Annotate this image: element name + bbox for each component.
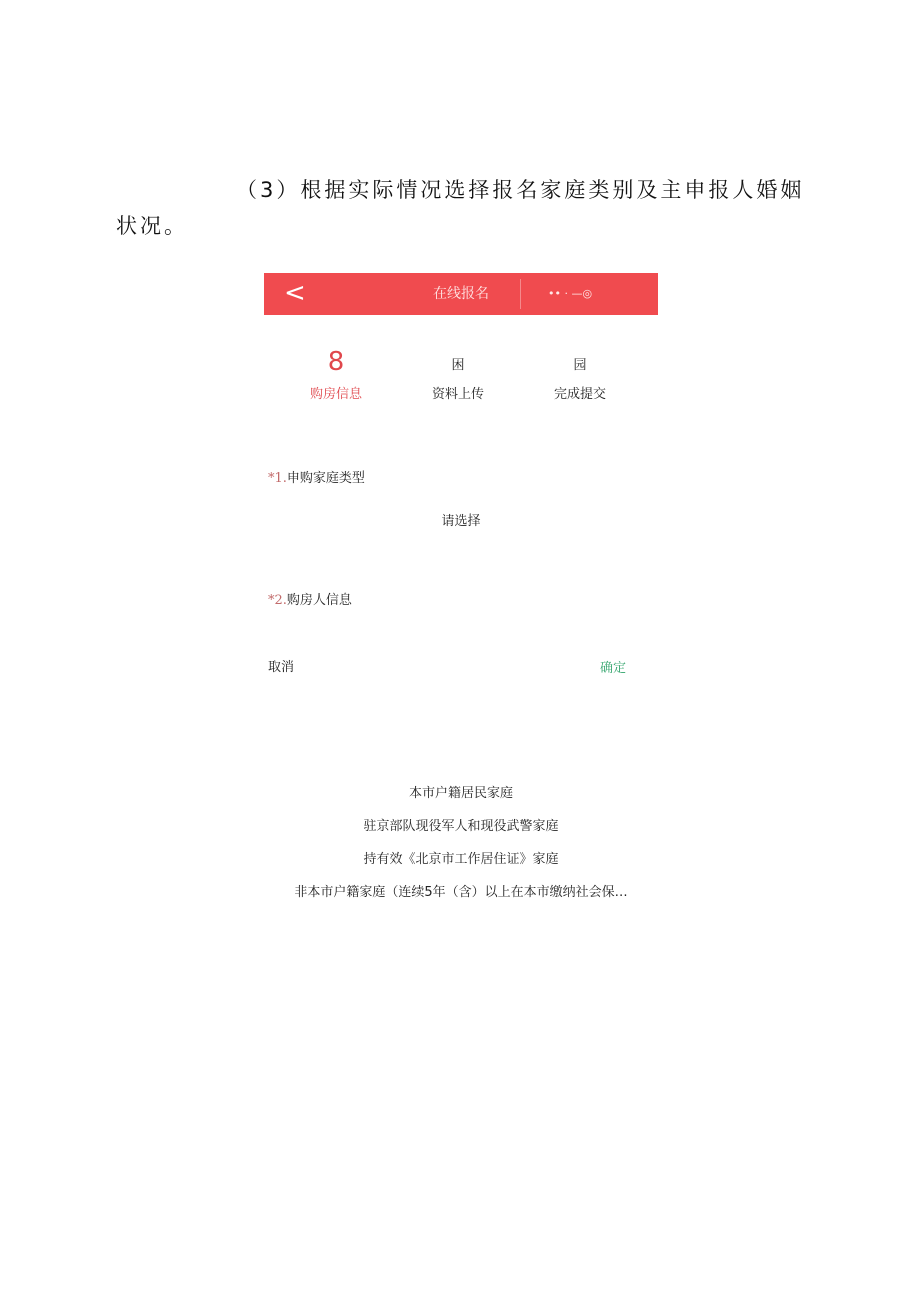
- field-family-type-text: 申购家庭类型: [286, 471, 365, 486]
- field-buyer-info-text: 购房人信息: [286, 593, 352, 608]
- picker-option[interactable]: 本市户籍居民家庭: [408, 786, 513, 801]
- step-purchase-info: [286, 347, 386, 402]
- step-upload-docs-label: 资料上传: [431, 387, 484, 402]
- field-family-type-label: [268, 467, 365, 486]
- required-marker: *1.: [268, 471, 287, 486]
- step-submit-label: 完成提交: [553, 387, 606, 402]
- cancel-button[interactable]: 取消: [268, 660, 295, 675]
- step-submit: [530, 355, 630, 402]
- more-menu-icon[interactable]: •• · —◎: [548, 287, 593, 300]
- step-purchase-info-icon: 8: [327, 347, 345, 377]
- picker-option[interactable]: 非本市户籍家庭（连续5年（含）以上在本市缴纳社会保…: [294, 885, 628, 900]
- picker-option[interactable]: 持有效《北京市工作居住证》家庭: [363, 852, 559, 867]
- step-submit-icon: 园: [573, 358, 587, 373]
- required-marker: *2.: [268, 593, 287, 608]
- back-arrow-icon[interactable]: <: [284, 278, 306, 308]
- picker-options: [264, 785, 658, 917]
- nav-bar: [264, 273, 658, 315]
- picker-option[interactable]: 驻京部队现役军人和现役武警家庭: [363, 819, 559, 834]
- step-upload-docs-icon: 困: [451, 358, 465, 373]
- step-upload-docs: [408, 355, 508, 402]
- field-buyer-info-label: [268, 589, 352, 608]
- nav-divider: [520, 279, 521, 309]
- page-title: 在线报名: [433, 286, 489, 302]
- instruction-paragraph: （3）根据实际情况选择报名家庭类别及主申报人婚姻状况。: [116, 178, 805, 238]
- app-screenshot: [264, 273, 658, 913]
- step-purchase-info-label: 购房信息: [309, 387, 362, 402]
- family-type-select[interactable]: 请选择: [441, 514, 481, 529]
- confirm-button[interactable]: 确定: [600, 661, 627, 676]
